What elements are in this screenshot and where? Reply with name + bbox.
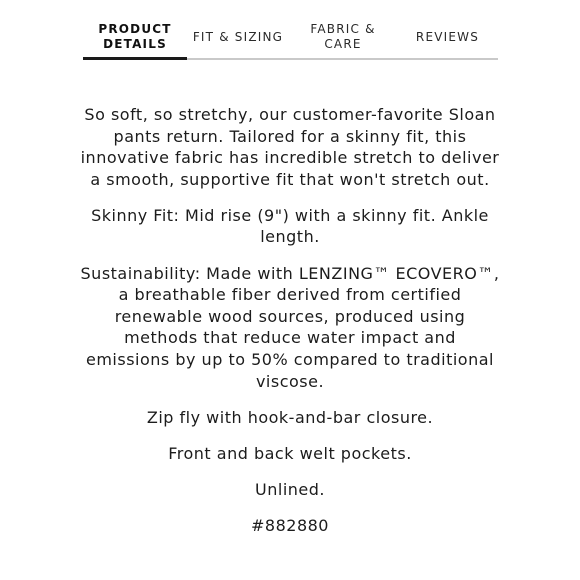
tab-product-details[interactable]: PRODUCT DETAILS [83,18,187,60]
tab-fit-and-sizing[interactable]: FIT & SIZING [192,29,284,44]
sustainability-description: Sustainability: Made with LENZING™ ECOVERO™, a breathable fiber derived from certified renewable wood sources, produced using methods that reduce water impact and emissions by up to 50% compared to traditional viscose. [80,263,500,391]
product-info-tabs [83,18,498,60]
lining-detail: Unlined. [255,479,325,499]
item-number: #882880 [251,515,329,535]
pockets-detail: Front and back welt pockets. [168,443,412,463]
tab-fabric-and-care[interactable]: FABRIC & CARE [310,22,376,51]
closure-detail: Zip fly with hook-and-bar closure. [146,407,434,427]
tab-reviews[interactable]: REVIEWS [415,29,480,44]
product-details-panel [80,104,500,551]
fit-description: Skinny Fit: Mid rise (9") with a skinny fit. Ankle length. [91,205,489,247]
product-description: So soft, so stretchy, our customer-favorite Sloan pants return. Tailored for a skinny fit, this innovative fabric has incredible stretch to deliver a smooth, supportive fit that won't stretch out. [80,105,500,189]
